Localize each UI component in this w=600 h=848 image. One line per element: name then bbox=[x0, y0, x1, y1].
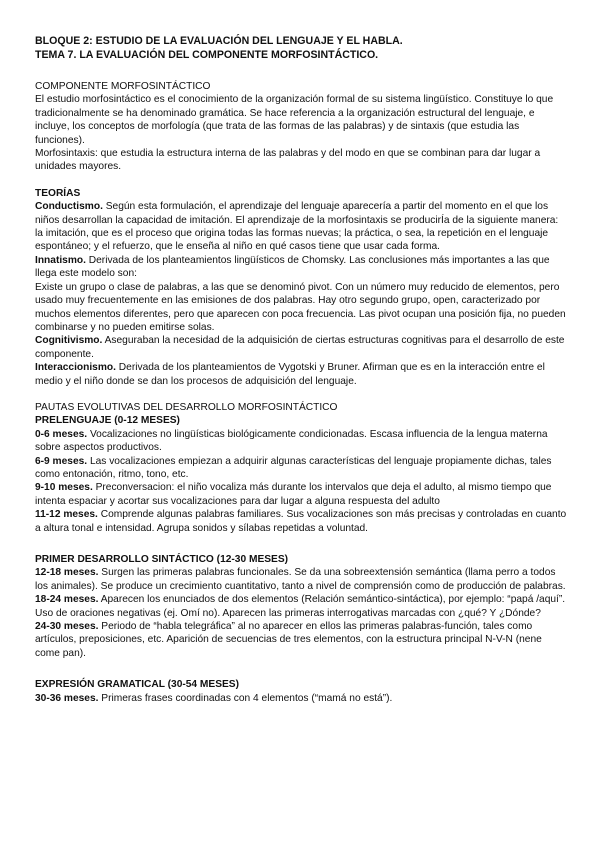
document-page bbox=[35, 34, 567, 705]
stage-text: Comprende algunas palabras familiares. Sus vocalizaciones son más precisas y controladas en cuanto a altura tonal e intensidad. Agrupa sonidos y sílabas repetidas a voluntad. bbox=[35, 509, 567, 534]
paragraph-componente-1: El estudio morfosintáctico es el conocimiento de la organización formal de su sistema lingüístico. Constituye lo que tradicionalmente se ha denominado gramática. Se hace referencia a la organización estructural del lenguaje, e incluye, los conceptos de morfología (que trata de las formas de las palabras) y de sintaxis (que estudia las funciones). bbox=[35, 94, 554, 146]
theory-item-innatismo bbox=[35, 254, 567, 281]
document-header-line-1: BLOQUE 2: ESTUDIO DE LA EVALUACIÓN DEL LENGUAJE Y EL HABLA. bbox=[35, 35, 403, 47]
stage-term: 12-18 meses. bbox=[35, 567, 99, 579]
stage-item-6-9 bbox=[35, 455, 567, 482]
stage-text: Las vocalizaciones empiezan a adquirir algunas características del lenguaje propiamente dichas, tales como entonación, ritmo, tono, etc. bbox=[35, 455, 552, 480]
stage-term: 18-24 meses. bbox=[35, 594, 99, 606]
section-title-componente: COMPONENTE MORFOSINTÁCTICO bbox=[35, 81, 211, 92]
subsection-title-primer-desarrollo: PRIMER DESARROLLO SINTÁCTICO (12-30 MESES) bbox=[35, 554, 289, 565]
stage-item-24-30 bbox=[35, 620, 567, 660]
stage-term: 30-36 meses. bbox=[35, 692, 99, 704]
theory-term: Innatismo. bbox=[35, 254, 86, 266]
stage-item-12-18 bbox=[35, 566, 567, 593]
stage-text: Aparecen los enunciados de dos elementos (Relación semántico-sintáctica), por ejemplo: “papá /aquí”. Uso de oraciones negativas (ej. Omí no). Aparecen las primeras interrogativas marcadas con ¿qué? Y ¿Dónde? bbox=[35, 594, 566, 619]
stage-item-0-6 bbox=[35, 428, 567, 455]
theory-term: Interaccionismo. bbox=[35, 362, 116, 374]
theory-item-cognitivismo bbox=[35, 334, 567, 361]
stage-term: 0-6 meses. bbox=[35, 428, 88, 440]
theory-item-conductismo bbox=[35, 200, 567, 254]
subsection-title-prelenguaje: PRELENGUAJE (0-12 MESES) bbox=[35, 415, 180, 427]
stage-item-11-12 bbox=[35, 508, 567, 535]
stage-term: 6-9 meses. bbox=[35, 455, 88, 467]
stage-term: 24-30 meses. bbox=[35, 621, 99, 633]
subsection-title-expresion-gramatical: EXPRESIÓN GRAMATICAL (30-54 MESES) bbox=[35, 679, 239, 691]
theory-text: Según esta formulación, el aprendizaje del lenguaje aparecería a partir del momento en el que los niños desarrollan la capacidad de imitación. El aprendizaje de la morfosintaxis se producirÍa de la siguiente manera: la imitación, que es el proceso que origina todas las formas nuevas; la práctica, o sea, la repetición en el lenguaje espontáneo; y el refuerzo, que le enseña al niño en qué casos tiene que usar cada forma. bbox=[35, 201, 559, 253]
paragraph-innatismo-detail: Existe un grupo o clase de palabras, a las que se denominó pivot. Con un número muy reducido de elementos, pero usado muy frecuentemente en las emisiones de dos palabras. Hay otro segundo grupo, open, caracterizado por muchos elementos diferentes, pero que aparecen con poca frecuencia. Las pivot ocupan una posición fija, no pueden combinarse y no pueden emitirse solas. bbox=[35, 281, 566, 333]
theory-text: Derivada de los planteamientos lingüísticos de Chomsky. Las conclusiones más importantes a las que llega este modelo son: bbox=[35, 254, 550, 280]
theory-item-interaccionismo bbox=[35, 361, 567, 388]
theory-text: Derivada de los planteamientos de Vygotski y Bruner. Afirman que es en la interacción entre el medio y el niño donde se dan los procesos de adquisición del lenguaje. bbox=[35, 362, 545, 387]
theory-term: Cognitivismo. bbox=[35, 335, 103, 347]
document-header-line-2: TEMA 7. LA EVALUACIÓN DEL COMPONENTE MORFOSINTÁCTICO. bbox=[35, 49, 379, 61]
paragraph-componente-2: Morfosintaxis: que estudia la estructura interna de las palabras y del modo en que se combinan para dar lugar a unidades mayores. bbox=[35, 148, 541, 173]
stage-item-18-24 bbox=[35, 593, 567, 620]
stage-term: 11-12 meses. bbox=[35, 509, 98, 521]
theory-text: Aseguraban la necesidad de la adquisición de ciertas estructuras cognitivas para el desarrollo de este componente. bbox=[35, 335, 565, 360]
theory-term: Conductismo. bbox=[35, 201, 103, 213]
stage-item-9-10 bbox=[35, 481, 567, 508]
stage-text: Vocalizaciones no lingüísticas biológicamente condicionadas. Escasa influencia de la lengua materna sobre aspectos productivos. bbox=[35, 428, 548, 454]
section-title-teorias: TEORÍAS bbox=[35, 187, 81, 199]
stage-text: Primeras frases coordinadas con 4 elementos (“mamá no está”). bbox=[98, 692, 393, 704]
section-title-pautas: PAUTAS EVOLUTIVAS DEL DESARROLLO MORFOSINTÁCTICO bbox=[35, 401, 338, 413]
stage-text: Periodo de “habla telegráfica” al no aparecer en ellos las primeras palabras-función, tales como artículos, preposiciones, etc. Aparición de secuencias de tres elementos, con la estructura principal N-V-N (nene come pan). bbox=[35, 621, 542, 659]
stage-text: Surgen las primeras palabras funcionales. Se da una sobreextensión semántica (llama perro a todos los animales). Se produce un crecimiento cuantitativo, tanto a nivel de comprensión como de producción de palabras. bbox=[35, 567, 566, 592]
stage-text: Preconversacion: el niño vocaliza más durante los intervalos que deja el adulto, al mismo tiempo que intenta espaciar y acortar sus vocalizaciones para dar lugar a alguna respuesta del adulto bbox=[35, 482, 552, 507]
stage-item-30-36 bbox=[35, 692, 567, 705]
stage-term: 9-10 meses. bbox=[35, 482, 93, 494]
